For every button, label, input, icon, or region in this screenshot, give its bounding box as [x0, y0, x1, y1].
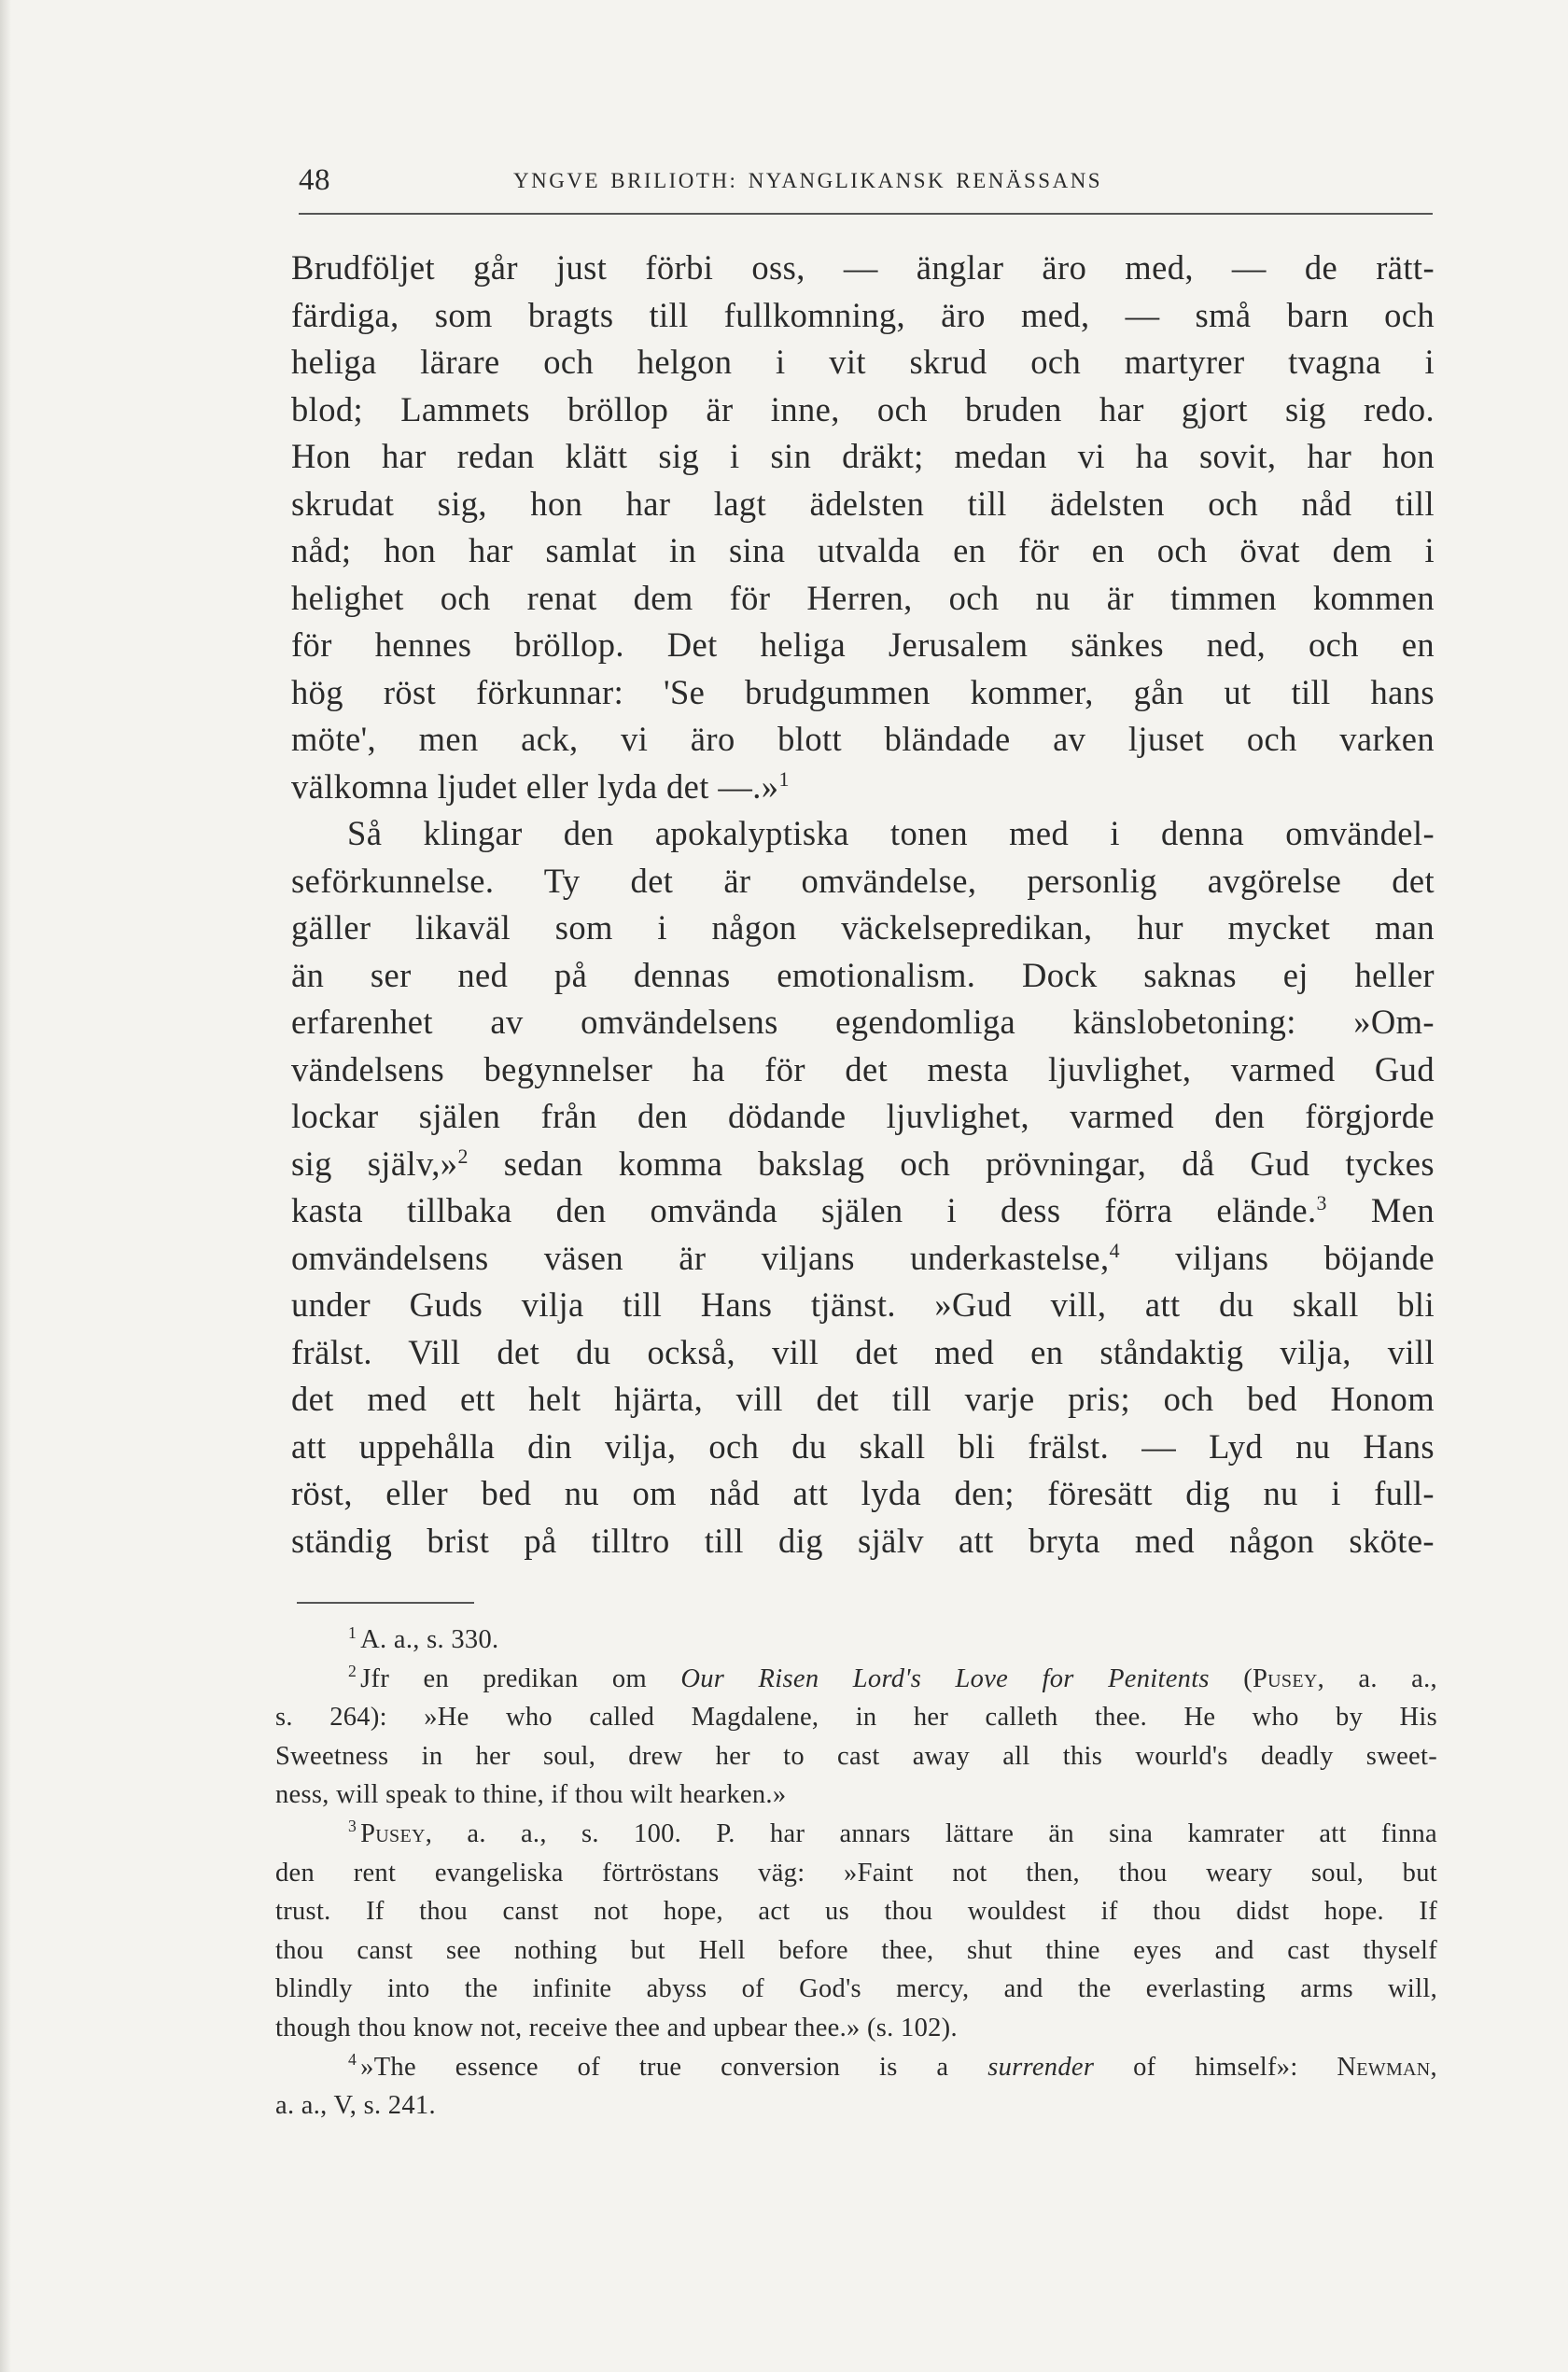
footnote-text: A. a., s. 330. [360, 1625, 499, 1654]
text-line: erfarenhet av omvändelsens egendomliga känslobetoning: »Om- [291, 1003, 1435, 1041]
footnote-line: s. 264): »He who called Magdalene, in her calleth thee. He who by His [275, 1703, 1437, 1733]
footnote-mark: 3 [348, 1817, 357, 1836]
footnote-line: trust. If thou canst not hope, act us thou wouldest if thou didst hope. If [275, 1897, 1437, 1927]
text-segment: Men [1326, 1191, 1435, 1229]
text-line: heliga lärare och helgon i vit skrud och martyrer tvagna i [291, 343, 1435, 381]
author-name: Pusey [360, 1818, 426, 1848]
footnote-mark: 2 [348, 1662, 357, 1681]
footnote-1 [275, 1621, 1437, 1660]
footnote-ref: 3 [1316, 1190, 1327, 1214]
text-line: möte', men ack, vi äro blott bländade av ljuset och varken [291, 720, 1435, 758]
text-line [291, 1235, 1435, 1283]
text-line: än ser ned på dennas emotionalism. Dock saknas ej heller [291, 955, 1435, 994]
footnote-4 [275, 2048, 1437, 2087]
footnote-line: den rent evangeliska förtröstans väg: »Faint not then, thou weary soul, but [275, 1858, 1437, 1888]
footnote-line: Sweetness in her soul, drew her to cast away all this wourld's deadly sweet- [275, 1741, 1437, 1771]
footnote-mark: 1 [348, 1622, 357, 1642]
text-line: färdiga, som bragts till fullkomning, äro med, — små barn och [291, 295, 1435, 334]
author-name: Pusey [1253, 1663, 1318, 1693]
text-line: helighet och renat dem för Herren, och nu är timmen kommen [291, 578, 1435, 617]
footnote-line: though thou know not, receive thee and upbear thee.» (s. 102). [275, 2013, 958, 2042]
footnote-text: ( [1209, 1663, 1253, 1693]
text-line: det med ett helt hjärta, vill det till varje pris; och bed Honom [291, 1380, 1435, 1418]
text-segment: omvändelsens väsen är viljans underkastelse, [291, 1238, 1110, 1277]
footnote-line: blindly into the infinite abyss of God's mercy, and the everlasting arms will, [275, 1974, 1437, 2004]
text-line: seförkunnelse. Ty det är omvändelse, personlig avgörelse det [291, 861, 1435, 900]
footnote-text: , a. a., [1317, 1663, 1437, 1693]
text-line: frälst. Vill det du också, vill det med en ståndaktig vilja, vill [291, 1332, 1435, 1371]
text-segment: sig själv,» [291, 1144, 458, 1183]
footnote-line: thou canst see nothing but Hell before thee, shut thine eyes and cast thyself [275, 1935, 1437, 1965]
footnote-ref: 1 [778, 766, 790, 791]
footnote-text: of himself»: [1094, 2052, 1337, 2082]
text-line [291, 1141, 1435, 1188]
sermon-title: Our Risen Lord's Love for Penitents [680, 1663, 1210, 1693]
text-line: Hon har redan klätt sig i sin dräkt; medan vi ha sovit, har hon [291, 437, 1435, 475]
text-line: röst, eller bed nu om nåd att lyda den; föresätt dig nu i full- [291, 1474, 1435, 1512]
text-line [291, 764, 1435, 811]
text-line: hög röst förkunnar: 'Se brudgummen kommer, gån ut till hans [291, 672, 1435, 711]
paragraph-first-line: Så klingar den apokalyptiska tonen med i denna omvändel- [347, 814, 1435, 852]
footnote-text: Jfr en predikan om [360, 1663, 681, 1693]
emphasis: surrender [987, 2052, 1095, 2082]
main-text [291, 245, 1435, 1565]
footnote-text: , [1430, 2052, 1437, 2082]
footnote-divider [297, 1602, 474, 1604]
text-segment: välkomna ljudet eller lyda det —.» [291, 766, 779, 806]
text-line: att uppehålla din vilja, och du skall bli frälst. — Lyd nu Hans [291, 1426, 1435, 1466]
author-name: Newman [1337, 2052, 1431, 2082]
page-edge-shading [0, 0, 11, 2372]
footnote-2 [275, 1660, 1437, 1699]
page-number: 48 [299, 163, 330, 197]
text-line: skrudat sig, hon har lagt ädelsten till ädelsten och nåd till [291, 484, 1435, 523]
running-header [299, 157, 1433, 215]
footnote-ref: 4 [1109, 1238, 1120, 1262]
text-line: Brudföljet går just förbi oss, — änglar äro med, — de rätt- [291, 248, 1435, 287]
footnote-line: ness, will speak to thine, if thou wilt hearken.» [275, 1780, 787, 1810]
text-line: under Guds vilja till Hans tjänst. »Gud vill, att du skall bli [291, 1285, 1435, 1324]
footnote-3 [275, 1815, 1437, 1854]
footnote-mark: 4 [348, 2050, 357, 2070]
footnote-text: , a. a., s. 100. P. har annars lättare än sina kamrater att finna [425, 1818, 1437, 1848]
text-segment: sedan komma bakslag och prövningar, då Gud tyckes [468, 1144, 1435, 1183]
running-title: YNGVE BRILIOTH: NYANGLIKANSK RENÄSSANS [513, 169, 1103, 192]
text-line [291, 1187, 1435, 1235]
text-line: vändelsens begynnelser ha för det mesta ljuvlighet, varmed Gud [291, 1049, 1435, 1088]
footnote-text: »The essence of true conversion is a [360, 2052, 988, 2082]
text-line: lockar själen från den dödande ljuvlighet, varmed den förgjorde [291, 1097, 1435, 1135]
text-segment: viljans böjande [1119, 1238, 1435, 1277]
footnotes [275, 1621, 1437, 2126]
text-line: gäller likaväl som i någon väckelsepredikan, hur mycket man [291, 908, 1435, 947]
footnote-ref: 2 [457, 1144, 469, 1168]
text-line: nåd; hon har samlat in sina utvalda en för en och övat dem i [291, 531, 1435, 569]
footnote-line: a. a., V, s. 241. [275, 2091, 436, 2121]
text-line: ständig brist på tilltro till dig själv att bryta med någon sköte- [291, 1521, 1435, 1560]
text-line: blod; Lammets bröllop är inne, och bruden har gjort sig redo. [291, 389, 1435, 428]
text-line: för hennes bröllop. Det heliga Jerusalem sänkes ned, och en [291, 625, 1435, 664]
text-segment: kasta tillbaka den omvända själen i dess förra elände. [291, 1191, 1317, 1229]
